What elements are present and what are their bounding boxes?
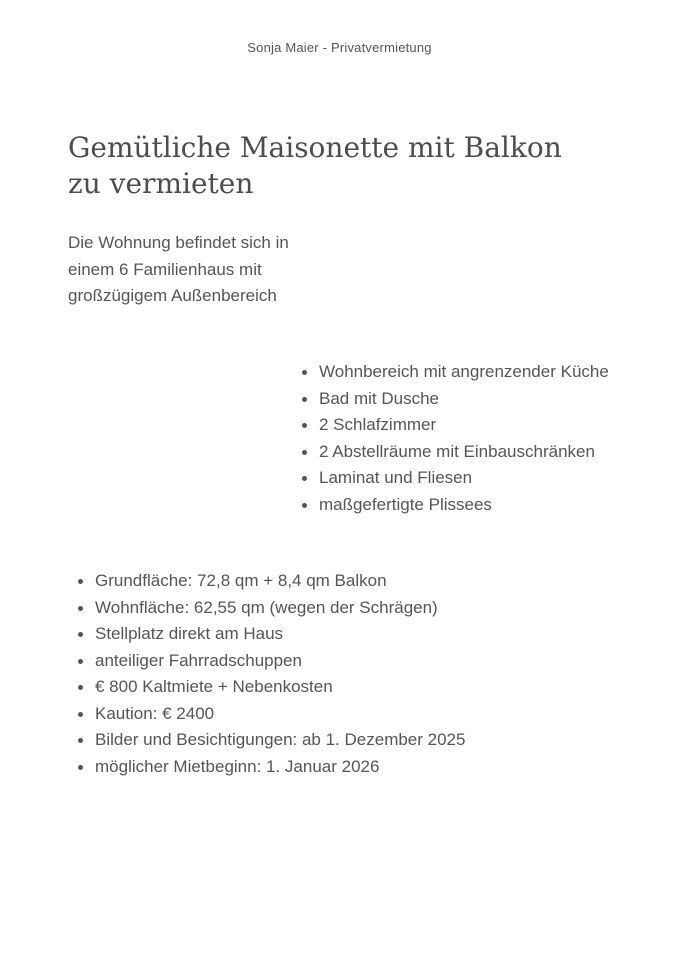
features-list xyxy=(302,359,662,518)
intro-text xyxy=(68,230,318,310)
list-item xyxy=(78,754,638,781)
list-item xyxy=(302,465,662,492)
list-item-text: Stellplatz direkt am Haus xyxy=(95,624,284,643)
list-item xyxy=(302,359,662,386)
list-item xyxy=(302,412,662,439)
bullet-icon xyxy=(302,476,307,481)
bullet-icon xyxy=(302,450,307,455)
bullet-icon xyxy=(302,503,307,508)
bullet-icon xyxy=(78,685,83,690)
list-item-text: 2 Abstellräume mit Einbauschränken xyxy=(319,441,595,461)
list-item-text: 2 Schlafzimmer xyxy=(319,415,437,434)
list-item-text: Wohnbereich mit angrenzender Küche xyxy=(319,362,609,381)
intro-line-3: großzügigem Außenbereich xyxy=(68,286,277,305)
intro-line-2: einem 6 Familienhaus mit xyxy=(68,259,262,279)
title-line-2: zu vermieten xyxy=(68,167,254,200)
bullet-icon xyxy=(78,765,83,770)
bullet-icon xyxy=(78,632,83,637)
bullet-icon xyxy=(302,423,307,428)
page-title xyxy=(68,130,588,202)
list-item-text: maßgefertigte Plissees xyxy=(319,494,492,514)
list-item xyxy=(78,701,638,728)
list-item xyxy=(78,727,638,754)
header-landlord: Sonja Maier - Privatvermietung xyxy=(247,40,432,55)
bullet-icon xyxy=(78,606,83,611)
list-item xyxy=(78,621,638,648)
bullet-icon xyxy=(302,397,307,402)
list-item-text: € 800 Kaltmiete + Nebenkosten xyxy=(95,677,333,696)
bullet-icon xyxy=(78,659,83,664)
list-item-text: Kaution: € 2400 xyxy=(95,703,215,723)
list-item xyxy=(302,492,662,519)
list-item xyxy=(78,674,638,701)
list-item xyxy=(78,648,638,675)
list-item-text: anteiliger Fahrradschuppen xyxy=(95,650,302,670)
bullet-icon xyxy=(302,370,307,375)
bullet-icon xyxy=(78,579,83,584)
title-line-1: Gemütliche Maisonette mit Balkon xyxy=(68,131,562,164)
list-item xyxy=(78,568,638,595)
list-item xyxy=(78,595,638,622)
list-item-text: Laminat und Fliesen xyxy=(319,468,473,487)
list-item-text: Wohnfläche: 62,55 qm (wegen der Schrägen) xyxy=(95,597,438,617)
list-item-text: Grundfläche: 72,8 qm + 8,4 qm Balkon xyxy=(95,571,387,590)
list-item xyxy=(302,439,662,466)
list-item-text: Bad mit Dusche xyxy=(319,388,439,408)
intro-line-1: Die Wohnung befindet sich in xyxy=(68,233,289,252)
bullet-icon xyxy=(78,738,83,743)
list-item-text: möglicher Mietbeginn: 1. Januar 2026 xyxy=(95,756,380,776)
list-item-text: Bilder und Besichtigungen: ab 1. Dezember 2025 xyxy=(95,730,466,749)
details-list xyxy=(78,568,638,780)
list-item xyxy=(302,386,662,413)
bullet-icon xyxy=(78,712,83,717)
